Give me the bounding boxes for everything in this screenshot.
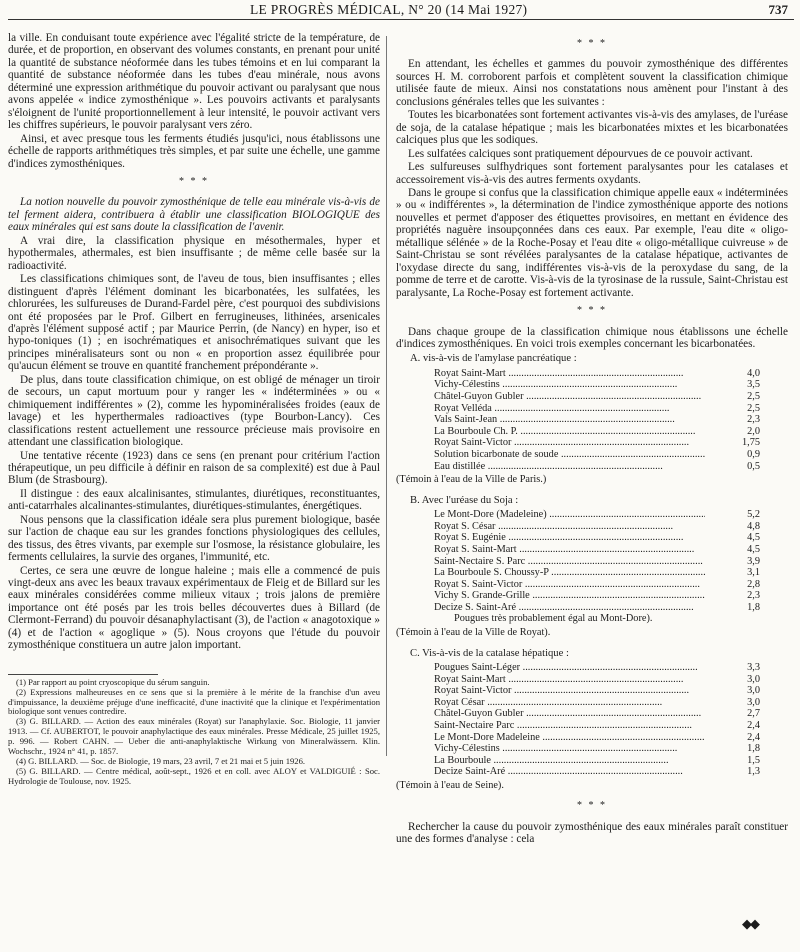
- temoin-note: (Témoin à l'eau de la Ville de Royat).: [396, 627, 551, 639]
- index-value: 3,5: [747, 379, 760, 391]
- index-value: 1,3: [747, 766, 760, 778]
- index-table-amylase: [396, 368, 788, 472]
- index-value: 1,8: [747, 743, 760, 755]
- table-row: [396, 368, 788, 380]
- index-table-catalase: [396, 662, 788, 778]
- paragraph: En attendant, les échelles et gammes du pouvoir zymosthénique des différentes sources H. M. corroborent parfois et complètent souvent la classification chimique utilisée faute de mieux. Ainsi nos constatations nous amènent pour l'instant à des conclusions générales telles que les suivantes :: [396, 58, 788, 108]
- spring-name: Pougues Saint-Léger .....: [434, 662, 705, 674]
- temoin-note: (Témoin à l'eau de Seine).: [396, 779, 504, 791]
- page-number: 737: [768, 2, 788, 17]
- table-row: [396, 544, 788, 556]
- left-column: [8, 32, 380, 787]
- footnote: (4) G. BILLARD. — Soc. de Biologie, 19 mars, 23 avril, 7 et 21 mai et 5 juin 1926.: [16, 756, 306, 766]
- index-value: 4,5: [747, 532, 760, 544]
- footnote: (1) Par rapport au point cryoscopique du sérum sanguin.: [16, 676, 210, 687]
- index-value: 2,4: [747, 719, 760, 731]
- spring-name: Vals Saint-Jean .....: [434, 414, 705, 426]
- index-value: 3,9: [747, 555, 760, 567]
- index-value: 2,4: [747, 731, 760, 743]
- table-row: [396, 449, 788, 461]
- table-row: [396, 379, 788, 391]
- table-row: [396, 532, 788, 544]
- spring-name: Châtel-Guyon Gubler .....: [434, 391, 705, 403]
- section-stars: * * *: [577, 38, 607, 49]
- table-row: [396, 662, 788, 674]
- table-row: [396, 509, 788, 521]
- table-row: [396, 521, 788, 533]
- index-value: 1,75: [741, 437, 760, 449]
- index-value: 0,5: [747, 460, 760, 472]
- spring-name: Solution bicarbonate de soude .....: [434, 449, 705, 461]
- paragraph: Toutes les bicarbonatées sont fortement activantes vis-à-vis des amylases, de l'uréase de soja, de la catalase hépatique ; mais les bicarbonatées mixtes et les bicarbonatées calciques plus que les sodiques.: [396, 109, 788, 147]
- spring-name: La Bourboule Ch. P. .....: [434, 426, 705, 438]
- paragraph: A vrai dire, la classification physique en mésothermales, hyper et hypothermales, athermales, est bien insuffisante ; de même celle basée sur la radioactivité.: [8, 234, 380, 272]
- index-table-urease: [396, 509, 788, 613]
- right-column: [396, 38, 788, 847]
- paragraph: Ainsi, et avec presque tous les ferments étudiés jusqu'ici, nous établissons une échelle de rapports arithmétiques très simples, et par suite une échelle, une gamme d'indices zymosthéniques.: [8, 132, 380, 170]
- spring-name: Royat Saint-Victor .....: [434, 437, 705, 449]
- footnote: (5) G. BILLARD. — Centre médical, août-sept., 1926 et en coll. avec ALOY et VALDIGUIÉ : Soc. Hydrologie de Toulouse, nov. 1925.: [8, 765, 380, 786]
- table-row: [396, 567, 788, 579]
- table-row: [396, 720, 788, 732]
- index-value: 0,9: [747, 449, 760, 461]
- spring-name: La Bourboule S. Choussy-P .....: [434, 567, 705, 579]
- spring-name: Royat S. Saint-Victor .....: [434, 579, 705, 591]
- index-value: 3,1: [747, 567, 760, 579]
- spring-name: Eau distillée .....: [434, 461, 705, 473]
- paragraph: De plus, dans toute classification chimique, on est obligé de ménager un tiroir de secours, un caput mortuum pour y ranger les « indéterminées » ou « chimiquement indifférentes » (2), comme les hypominéralisées froides (eaux de lavage) et les hyperthermales radioactives (type Bourbon-Lancy). Ces classifications restent actuellement une ressource précieuse mais provisoire en attendant une classification biologique.: [8, 373, 380, 449]
- index-value: 5,2: [747, 509, 760, 521]
- spring-name: Saint-Nectaire S. Parc .....: [434, 556, 705, 568]
- index-value: 2,8: [747, 578, 760, 590]
- footnote: (3) G. BILLARD. — Action des eaux minérales (Royat) sur l'anaphylaxie. Soc. Biologie, 11 janvier 1913. — Cf. AUBERTOT, le pouvoir anaphylactique des eaux minérales. Presse Médicale, 25 juillet 1925, p. 996. — Robert CAHN. — Ueber die anti-anaphylaktische Wirkung von Mineralwässern. Klin. Wochschr., 1924 n° 41, p. 1857.: [8, 716, 380, 757]
- column-divider: [386, 36, 387, 756]
- table-row: [396, 391, 788, 403]
- table-row: [396, 697, 788, 709]
- index-value: 3,0: [747, 685, 760, 697]
- paragraph: Les sulfatées calciques sont pratiquement dépourvues de ce pouvoir activant.: [408, 147, 753, 160]
- list-heading: C. Vis-à-vis de la catalase hépatique :: [410, 647, 569, 659]
- index-value: 1,5: [747, 754, 760, 766]
- table-row: [396, 579, 788, 591]
- spring-name: Saint-Nectaire Parc .....: [434, 720, 705, 732]
- spring-name: Le Mont-Dore Madeleine .....: [434, 732, 705, 744]
- table-row: [396, 755, 788, 767]
- spring-name: Decize S. Saint-Aré .....: [434, 602, 705, 614]
- table-row: [396, 403, 788, 415]
- section-stars: * * *: [577, 305, 607, 317]
- paragraph: Certes, ce sera une œuvre de longue haleine ; mais elle a commencé de puis vingt-deux ans avec les beaux travaux expérimentaux de Fleig et de Billard sur les eaux minérales considérées comme milieux vitaux ; trois jalons de première importance ont été posés par les trois belles découvertes dues à Billard (de Clermont-Ferrand) du pouvoir désanaphylactisant (3), de l'action « anagotoxique » (4) et de l'action « agoglique » (5). Nous croyons que l'étude du pouvoir zymosthénique constituera un autre jalon important.: [8, 564, 380, 652]
- table-row: [396, 732, 788, 744]
- index-value: 2,5: [747, 402, 760, 414]
- index-value: 4,5: [747, 543, 760, 555]
- list-note: Pougues très probablement égal au Mont-Dore).: [454, 613, 653, 625]
- table-row: [396, 766, 788, 778]
- header-rule: [8, 19, 794, 20]
- index-value: 2,3: [747, 590, 760, 602]
- table-row: [396, 743, 788, 755]
- closing-paragraph: Rechercher la cause du pouvoir zymosthénique des eaux minérales paraît constituer une des formes d'analyse : cela: [396, 820, 788, 846]
- index-value: 3,0: [747, 696, 760, 708]
- spring-name: Royat Velléda .....: [434, 403, 705, 415]
- paragraph: la ville. En conduisant toute expérience avec l'égalité stricte de la température, de durée, et de proportion, en observant des volumes constants, en prenant pour unité la quantité de substance néoformée dans les tubes témoins et en lui comparant la quantité de substance néoformée dans les tubes d'eau minérale, nous avons déterminé une expression arithmétique du pouvoir activant ou paralysant que nous avons appelée « indice zymosthénique ». Les pouvoirs activants et paralysants s'éloignent de l'unité proportionnellement à leur intensité, le pouvoir activant vers les chiffres supérieurs, le pouvoir paralysant vers zéro.: [8, 32, 380, 132]
- list-heading: A. vis-à-vis de l'amylase pancréatique :: [410, 353, 577, 365]
- index-value: 2,0: [747, 425, 760, 437]
- table-row: [396, 437, 788, 449]
- paragraph: Une tentative récente (1923) dans ce sens (en prenant pour critérium l'action thérapeutique, un peu difficile à définir en raison de sa complexité) est due à Paul Blum (de Strasbourg).: [8, 449, 380, 487]
- spring-name: Royat S. Eugénie .....: [434, 532, 705, 544]
- index-value: 2,5: [747, 391, 760, 403]
- paragraph: Nous pensons que la classification idéale sera plus purement biologique, basée sur l'action de chaque eau sur les grandes fonctions physiologiques des cellules, des tissus, des êtres vivants, par exemple sur l'osmose, la résistance globulaire, les ferments cellulaires, la survie des organes, l'immunité, etc.: [8, 513, 380, 564]
- paragraph: Dans chaque groupe de la classification chimique nous établissons une échelle d'indices zymosthéniques. En voici trois exemples concernant les bicarbonatées.: [396, 325, 788, 350]
- table-row: [396, 426, 788, 438]
- spring-name: Châtel-Guyon Gubler .....: [434, 708, 705, 720]
- section-stars: * * *: [179, 175, 209, 187]
- table-row: [396, 461, 788, 473]
- table-row: [396, 602, 788, 614]
- section-stars: * * *: [577, 800, 607, 812]
- index-value: 3,0: [747, 673, 760, 685]
- temoin-note: (Témoin à l'eau de la Ville de Paris.): [396, 474, 547, 486]
- journal-title: LE PROGRÈS MÉDICAL, N° 20 (14 Mai 1927): [250, 2, 528, 17]
- spring-name: Vichy-Célestins .....: [434, 743, 705, 755]
- footnote-rule: [8, 674, 158, 675]
- italic-paragraph: La notion nouvelle du pouvoir zymosthénique de telle eau minérale vis-à-vis de tel ferment aidera, contribuera à établir une classification BIOLOGIQUE des eaux minérales qui est sans doute la classification de l'avenir.: [8, 196, 380, 234]
- table-row: [396, 414, 788, 426]
- spring-name: Royat César .....: [434, 697, 705, 709]
- spring-name: La Bourboule .....: [434, 755, 705, 767]
- index-value: 4,0: [747, 367, 760, 379]
- page-header: [0, 2, 800, 18]
- paragraph: Il distingue : des eaux alcalinisantes, stimulantes, diurétiques, reconstituantes, anti-catarrhales alcalinantes-stimulantes, diurétiques-stimulantes, énergétiques.: [8, 487, 380, 513]
- spring-name: Le Mont-Dore (Madeleine) .....: [434, 509, 705, 521]
- table-row: [396, 590, 788, 602]
- end-ornament: ◆◆: [742, 916, 758, 931]
- spring-name: Royat Saint-Mart .....: [434, 674, 705, 686]
- spring-name: Royat S. Saint-Mart .....: [434, 544, 705, 556]
- spring-name: Royat Saint-Victor .....: [434, 685, 705, 697]
- index-value: 4,8: [747, 520, 760, 532]
- spring-name: Royat Saint-Mart .....: [434, 368, 705, 380]
- table-row: [396, 685, 788, 697]
- spring-name: Vichy-Célestins .....: [434, 379, 705, 391]
- spring-name: Royat S. César .....: [434, 521, 705, 533]
- footnote: (2) Expressions malheureuses en ce sens que si la première à le mérite de la franchise d'un aveu d'impuissance, la deuxième préjuge d'une inefficacité, d'une inactivité que la clinique et l'expérimentation biologique sont venues contredire.: [8, 686, 380, 717]
- table-row: [396, 708, 788, 720]
- index-value: 2,3: [747, 414, 760, 426]
- paragraph: Dans le groupe si confus que la classification chimique appelle eaux « indéterminées » ou « indifférentes », la détermination de l'indice zymosthénique apporte des notions nouvelles et permet d'apposer des étiquettes provisoires, en mettant en évidence des propriétés naguère insoupçonnées dans ces eaux. Par exemple, l'eau dite « oligo-métallique sélénée » de la Roche-Posay et l'eau dite « oligo-métallique cuivreuse » de Saint-Christau se sont révélées paralysantes de la catalase hépatique, activantes de l'oxydase directe du sang, indifférentes vis-à-vis de la peroxydase du sang, de la pomme de terre et de carotte. Vis-à-vis de la tyrosinase de la russule, Saint-Christau est paralysante, La Roche-Posay est fortement activante.: [396, 186, 788, 299]
- table-row: [396, 674, 788, 686]
- index-value: 3,3: [747, 661, 760, 673]
- paragraph: Les classifications chimiques sont, de l'aveu de tous, bien insuffisantes ; elles distinguent d'après l'élément dominant les bicarbonatées, les sulfatées, les chlorurées, les sulfureuses de Durand-Fardel père, c'est pourquoi des subdivisions ont été proposées par le Prof. Gilbert en ferrugineuses, lithinées, arsenicales d'après l'élément supposé actif ; par Maurice Perrin, (de Nancy) en hyper, iso et hypo-toniques (1) ; en isochrématiques et anisochrématiques suivant que les principes minéralisateurs sont ou non « en proportion assez équilibrée pour qu'aucun élément se trouve en quantité franchement prépondérante ».: [8, 273, 380, 373]
- table-row: [396, 556, 788, 568]
- paragraph: Les sulfureuses sulfhydriques sont fortement paralysantes pour les catalases et accessoirement vis-à-vis des autres ferments oxydants.: [396, 161, 788, 186]
- index-value: 2,7: [747, 708, 760, 720]
- list-heading: B. Avec l'uréase du Soja :: [410, 494, 519, 506]
- spring-name: Decize Saint-Aré .....: [434, 766, 705, 778]
- spring-name: Vichy S. Grande-Grille .....: [434, 590, 705, 602]
- index-value: 1,8: [747, 601, 760, 613]
